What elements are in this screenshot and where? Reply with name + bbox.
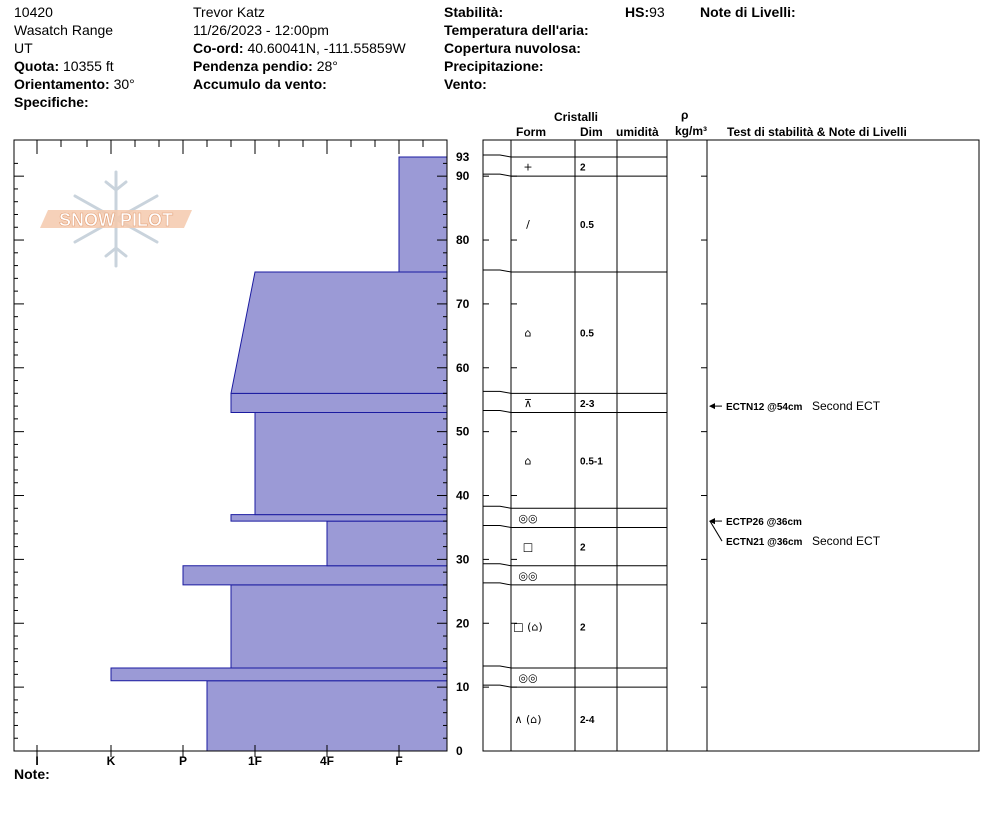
layer-size-10: 2-4 xyxy=(580,715,595,727)
layers-table-frame xyxy=(483,140,979,751)
test-arrow-icon-0 xyxy=(709,403,715,409)
layer-form-9: ◎◎ xyxy=(518,671,538,685)
pit-id: 10420 xyxy=(14,4,53,20)
slope-label: Pendenza pendio: xyxy=(193,58,313,74)
x-tick-label-3: 1F xyxy=(247,754,263,768)
air-temp-label: Temperatura dell'aria: xyxy=(444,22,589,38)
snowpilot-logo xyxy=(40,172,192,266)
x-tick-label-0: I xyxy=(35,754,39,768)
layer-size-4: 0.5-1 xyxy=(580,456,603,468)
layer-connector-9 xyxy=(483,666,511,668)
hardness-bar-3 xyxy=(183,566,447,585)
specifics-label: Specifiche: xyxy=(14,94,89,110)
layer-size-2: 0.5 xyxy=(580,328,594,340)
y-tick-label-0: 0 xyxy=(456,744,463,758)
coords-value: 40.60041N, -111.55859W xyxy=(247,40,406,56)
test-arrow-icon-2 xyxy=(709,518,715,524)
x-tick-label-1: K xyxy=(106,754,116,768)
dim-header: Dim xyxy=(580,125,603,139)
test-code-1: ECTP26 @36cm xyxy=(726,517,802,529)
hardness-bar-4 xyxy=(327,521,447,566)
elevation-label: Quota: xyxy=(14,58,60,74)
y-tick-label-9: 90 xyxy=(456,169,470,184)
precipitation-label: Precipitazione: xyxy=(444,58,544,74)
layer-form-7: ◎◎ xyxy=(518,569,538,583)
y-tick-label-4: 40 xyxy=(456,488,470,503)
wind-label: Vento: xyxy=(444,76,487,92)
stability-label: Stabilità: xyxy=(444,4,504,20)
logo-text: SNOW PILOT xyxy=(59,210,173,230)
hs-value: 93 xyxy=(649,4,665,20)
hardness-bar-0 xyxy=(207,681,447,751)
y-tick-label-2: 20 xyxy=(456,616,470,631)
layer-connector-7 xyxy=(483,564,511,566)
test-code-0: ECTN12 @54cm xyxy=(726,402,803,414)
observer-name: Trevor Katz xyxy=(193,4,265,20)
sky-cover-label: Copertura nuvolosa: xyxy=(444,40,581,56)
layer-connector-3 xyxy=(483,391,511,393)
hardness-bar-5 xyxy=(231,515,447,521)
slope-value: 28° xyxy=(316,58,338,74)
wind-loading-label: Accumulo da vento: xyxy=(193,76,327,92)
hardness-bar-1 xyxy=(111,668,447,681)
x-tick-label-4: 4F xyxy=(319,754,335,768)
layer-form-8: □ (⌂) xyxy=(513,620,543,634)
test-note-2: Second ECT xyxy=(812,534,881,549)
observation-datetime: 11/26/2023 - 12:00pm xyxy=(193,22,329,38)
form-header: Form xyxy=(516,125,546,139)
aspect-label: Orientamento: xyxy=(14,76,110,92)
layer-form-1: / xyxy=(526,218,530,232)
y-tick-label-8: 80 xyxy=(456,233,470,248)
aspect-value: 30° xyxy=(113,76,135,92)
moisture-header: umidità xyxy=(616,125,659,139)
layer-connector-8 xyxy=(483,583,511,585)
layer-size-1: 0.5 xyxy=(580,220,594,232)
layer-size-8: 2 xyxy=(580,622,586,634)
layer-connector-6 xyxy=(483,525,511,527)
hardness-bar-7 xyxy=(231,393,447,412)
layer-form-4: ⌂ xyxy=(524,454,532,468)
layer-form-6: □ xyxy=(522,540,534,554)
density-symbol-header: ρ xyxy=(681,108,689,122)
x-tick-label-2: P xyxy=(178,754,188,768)
layer-form-2: ⌂ xyxy=(524,326,532,340)
hardness-bar-8 xyxy=(231,272,447,393)
layer-form-5: ◎◎ xyxy=(518,511,538,525)
layer-connector-5 xyxy=(483,506,511,508)
density-unit-header: kg/m³ xyxy=(675,124,708,138)
layer-notes-label: Note di Livelli: xyxy=(700,4,796,20)
hardness-bar-2 xyxy=(231,585,447,668)
tests-header: Test di stabilità & Note di Livelli xyxy=(727,125,907,139)
y-tick-label-6: 60 xyxy=(456,360,470,375)
layer-form-0: + xyxy=(523,160,533,174)
layer-form-10: ∧ (⌂) xyxy=(514,713,542,727)
layer-size-3: 2-3 xyxy=(580,398,595,410)
mountain-range: Wasatch Range xyxy=(14,22,114,38)
coords-label: Co-ord: xyxy=(193,40,244,56)
x-tick-label-5: F xyxy=(395,754,403,768)
hardness-bar-9 xyxy=(399,157,447,272)
layer-connector-2 xyxy=(483,270,511,272)
hs-label: HS: xyxy=(625,4,650,20)
layer-size-6: 2 xyxy=(580,542,586,554)
y-tick-label-1: 10 xyxy=(456,680,470,695)
y-tick-label-7: 70 xyxy=(456,296,470,311)
y-tick-label-5: 50 xyxy=(456,424,470,439)
crystals-header: Cristalli xyxy=(554,110,599,124)
hardness-bar-6 xyxy=(255,412,447,514)
y-tick-label-3: 30 xyxy=(456,552,470,567)
notes-label: Note: xyxy=(14,766,50,782)
test-note-0: Second ECT xyxy=(812,399,881,414)
layer-form-3: ⊼ xyxy=(523,396,533,410)
layer-size-0: 2 xyxy=(580,162,586,174)
layer-connector-4 xyxy=(483,410,511,412)
y-top-label: 93 xyxy=(456,150,470,164)
layer-connector-0 xyxy=(483,155,511,157)
test-code-2: ECTN21 @36cm xyxy=(726,537,803,549)
elevation-value: 10355 ft xyxy=(63,58,114,74)
test-pointer-2 xyxy=(710,521,722,541)
state: UT xyxy=(14,40,33,56)
